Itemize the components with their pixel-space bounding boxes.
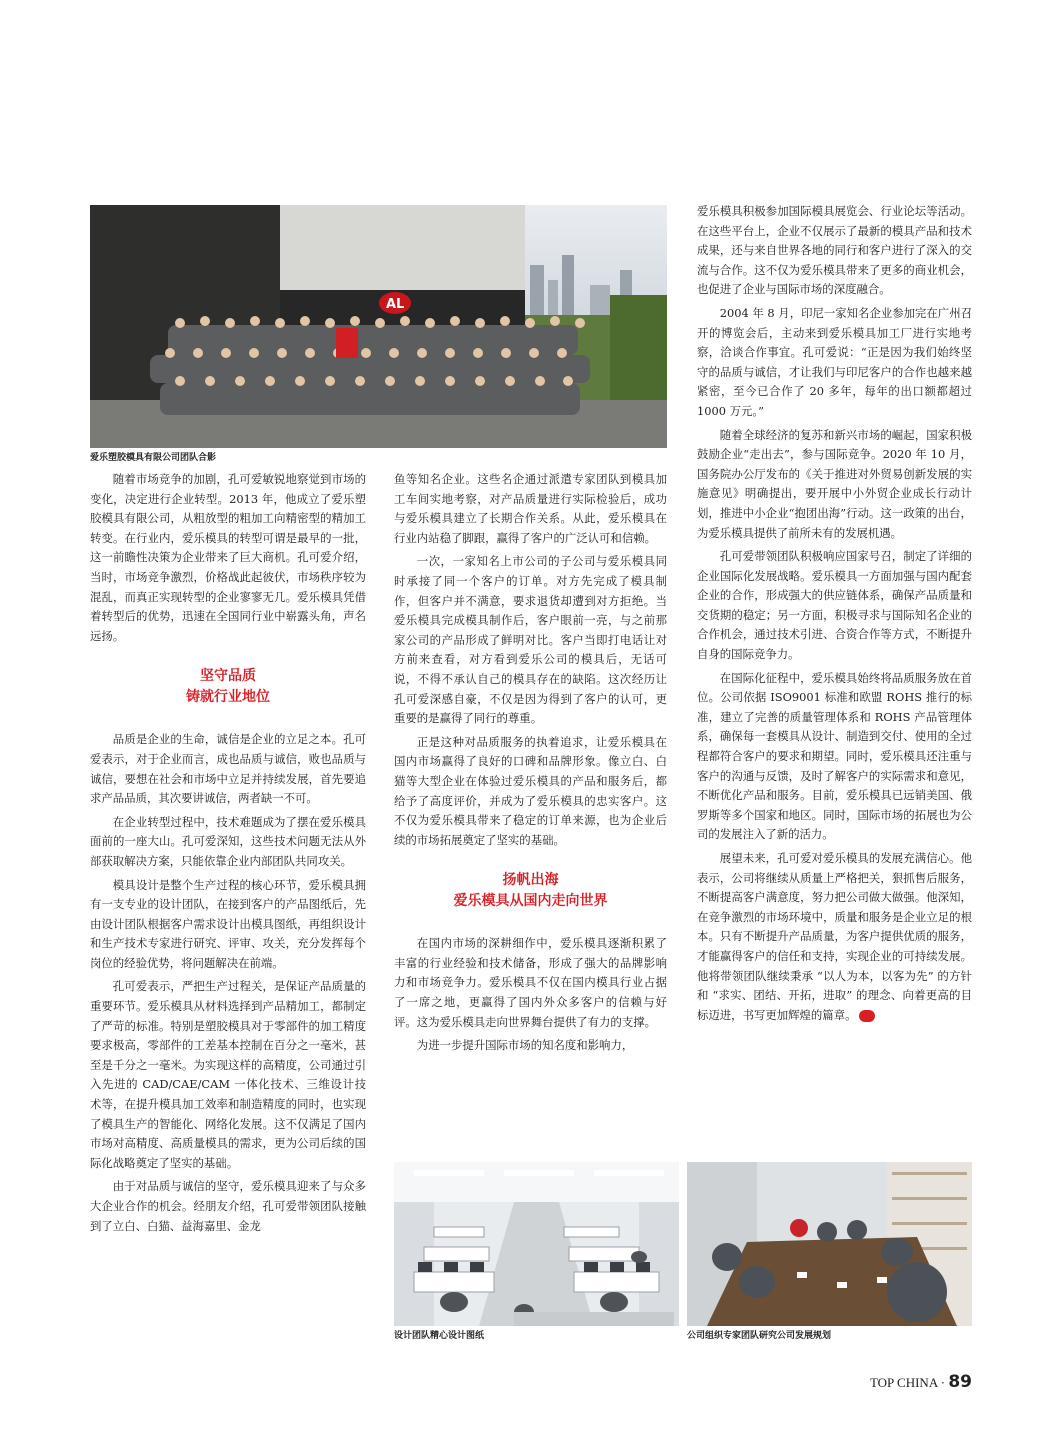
col1-paragraph-1: 随着市场竞争的加剧，孔可爱敏锐地察觉到市场的变化，决定进行企业转型。2013 年，他成立了爱乐塑胶模具有限公司，从粗放型的粗加工向精密型的精加工转变。在行业内，爱乐模具的转型可谓是最早的一批，这一前瞻性决策为企业带来了巨大商机。孔可爱介绍，当时，市场竞争激烈，价格战此起彼伏，市场秩序较为混乱，而真正实现转型的企业寥寥无几。爱乐模具凭借着转型后的优势，迅速在全国同行业中崭露头角，声名远扬。 (90, 472, 366, 643)
column-3 (697, 202, 972, 1029)
page-footer (870, 1372, 972, 1392)
meeting-photo-caption: 公司组织专家团队研究公司发展规划 (687, 1331, 832, 1341)
end-mark-icon: 中 (859, 1010, 875, 1022)
col2-paragraph-1: 鱼等知名企业。这些名企通过派遣专家团队到模具加工车间实地考察，对产品质量进行实际检验后，成功与爱乐模具建立了长期合作关系。从此，爱乐模具在行业内站稳了脚跟，赢得了客户的广泛认可和信赖。 (394, 472, 667, 545)
col3-paragraph-6-text: 展望未来，孔可爱对爱乐模具的发展充满信心。他表示，公司将继续从质量上严格把关，狠抓售后服务，不断提高客户满意度，努力把公司做大做强。他深知，在竞争激烈的市场环境中，质量和服务是企业立足的根本。只有不断提升产品质量，为客户提供优质的服务，才能赢得客户的信任和支持，实现企业的可持续发展。他将带领团队继续秉承 “以人为本，以客为先” 的方针和 “求实、团结、开拓，进取” 的理念、向着更高的目标迈进，书写更加辉煌的篇章。 (697, 851, 972, 1022)
col2-paragraph-2: 一次，一家知名上市公司的子公司与爱乐模具同时承接了同一个客户的订单。对方先完成了模具制作，但客户并不满意，要求退货却遭到对方拒绝。当爱乐模具完成模具制作后，客户眼前一亮，与之前那家公司的产品形成了鲜明对比。客户当即打电话让对方前来查看，对方看到爱乐公司的模具后，无话可说，不得不承认自己的模具存在的缺陷。这次经历让孔可爱深感自豪，不仅是因为得到了客户的认可，更重要的是赢得了同行的尊重。 (394, 554, 667, 726)
section-heading-quality (90, 666, 366, 708)
col3-paragraph-5: 在国际化征程中，爱乐模具始终将品质服务放在首位。公司依据 ISO9001 标准和欧盟 ROHS 推行的标准，建立了完善的质量管理体系和 ROHS 产品管理体系，确保每一套模具从设计、制造到交付、使用的全过程都符合客户的要求和期望。同时，爱乐模具还注重与客户的沟通与反馈，及时了解客户的实际需求和意见，不断优化产品和服务。目前，爱乐模具已远销美国、俄罗斯等多个国家和地区。同时，国际市场的拓展也为公司的发展注入了新的活力。 (697, 670, 972, 842)
heading-quality-line2: 铸就行业地位 (186, 689, 270, 706)
col1-paragraph-2: 品质是企业的生命，诚信是企业的立足之本。孔可爱表示，对于企业而言，成也品质与诚信，败也品质与诚信，要想在社会和市场中立足并持续发展，首先要追求产品品质，其次要讲诚信，两者缺一不可。 (90, 732, 366, 806)
footer-brand: TOP CHINA · (869, 1375, 949, 1390)
design-team-photo-image (394, 1162, 679, 1326)
meeting-photo-image (687, 1162, 972, 1326)
col3-paragraph-2: 2004 年 8 月，印尼一家知名企业参加完在广州召开的博览会后，主动来到爱乐模具加工厂进行实地考察，洽谈合作事宜。孔可爱说：“正是因为我们始终坚守的品质与诚信，才让我们与印尼客户的合作也越来越紧密，至今已合作了 20 多年，每年的出口额都超过 1000 万元。” (697, 305, 972, 418)
company-logo-text: AL (386, 297, 405, 312)
col2-paragraph-4: 在国内市场的深耕细作中，爱乐模具逐渐积累了丰富的行业经验和技术储备，形成了强大的品牌影响力和市场竞争力。爱乐模具不仅在国内模具行业占据了一席之地，更赢得了国内外众多客户的信赖与好评。这为爱乐模具走向世界舞台提供了有力的支撑。 (394, 936, 667, 1029)
page-number: 89 (948, 1372, 972, 1392)
col2-paragraph-5: 为进一步提升国际市场的知名度和影响力， (416, 1038, 634, 1053)
col2-paragraph-3: 正是这种对品质服务的执着追求，让爱乐模具在国内市场赢得了良好的口碑和品牌形象。像立白、白猫等大型企业在体验过爱乐模具的产品和服务后，都给予了高度评价，并成为了爱乐模具的忠实客户。这不仅为爱乐模具带来了稳定的订单来源，也为企业后续的市场拓展奠定了坚实的基础。 (394, 734, 667, 847)
col1-paragraph-6: 由于对品质与诚信的坚守，爱乐模具迎来了与众多大企业合作的机会。经朋友介绍，孔可爱带领团队接触到了立白、白猫、益海嘉里、金龙 (90, 1179, 366, 1233)
column-1 (90, 470, 366, 1240)
col1-paragraph-4: 模具设计是整个生产过程的核心环节，爱乐模具拥有一支专业的设计团队，在接到客户的产品图纸后，先由设计团队根据客户需求设计出模具图纸，再组织设计和生产技术专家进行研究、评审、攻关，充分发挥每个岗位的经验优势，将问题解决在前端。 (90, 877, 366, 970)
design-team-photo (394, 1162, 679, 1326)
column-2 (394, 470, 667, 1060)
design-team-photo-caption: 设计团队精心设计图纸 (394, 1331, 485, 1341)
heading-quality-line1: 坚守品质 (200, 668, 256, 685)
team-photo (90, 205, 667, 448)
team-photo-image (90, 205, 667, 448)
col1-paragraph-5: 孔可爱表示，严把生产过程关，是保证产品质量的重要环节。爱乐模具从材料选择到产品精加工，都制定了严苛的标准。特别是塑胶模具对于零部件的加工精度要求极高，零部件的工差基本控制在百分之一毫米，甚至是千分之一毫米。为实现这样的高精度，公司通过引入先进的 CAD/CAE/CAM 一体化技术、三维设计技术等，在提升模具加工效率和制造精度的同时，也实现了模具生产的智能化、网络化发展。这不仅满足了国内市场对高精度、高质量模具的需求，更为公司后续的国际化战略奠定了坚实的基础。 (90, 979, 366, 1170)
col3-paragraph-1: 爱乐模具积极参加国际模具展览会、行业论坛等活动。在这些平台上，企业不仅展示了最新的模具产品和技术成果，还与来自世界各地的同行和客户进行了深入的交流与合作。这不仅为爱乐模具带来了更多的商业机会，也促进了企业与国际市场的深度融合。 (697, 204, 972, 297)
col3-paragraph-4: 孔可爱带领团队积极响应国家号召，制定了详细的企业国际化发展战略。爱乐模具一方面加强与国内配套企业的合作，形成强大的供应链体系，确保产品质量和交货期的稳定；另一方面，积极寻求与国际知名企业的合作机会，通过技术引进、合资合作等方式，不断提升自身的国际竞争力。 (697, 549, 972, 662)
section-heading-overseas (394, 870, 667, 912)
col1-paragraph-3: 在企业转型过程中，技术难题成为了摆在爱乐模具面前的一座大山。孔可爱深知，这些技术问题无法从外部获取解决方案，只能依靠企业内部团队共同攻关。 (90, 814, 366, 868)
col3-paragraph-6 (697, 849, 972, 1025)
meeting-photo (687, 1162, 972, 1326)
team-photo-caption: 爱乐塑胶模具有限公司团队合影 (90, 453, 217, 463)
heading-overseas-line1: 扬帆出海 (502, 872, 559, 889)
heading-overseas-line2: 爱乐模具从国内走向世界 (453, 893, 608, 910)
col3-paragraph-3: 随着全球经济的复苏和新兴市场的崛起，国家积极鼓励企业“走出去”，参与国际竞争。2020 年 10 月，国务院办公厅发布的《关于推进对外贸易创新发展的实施意见》明确提出，要开展中小外贸企业成长行动计划，推进中小企业“抱团出海”行动。这一政策的出台，为爱乐模具提供了前所未有的发展机遇。 (697, 427, 972, 540)
